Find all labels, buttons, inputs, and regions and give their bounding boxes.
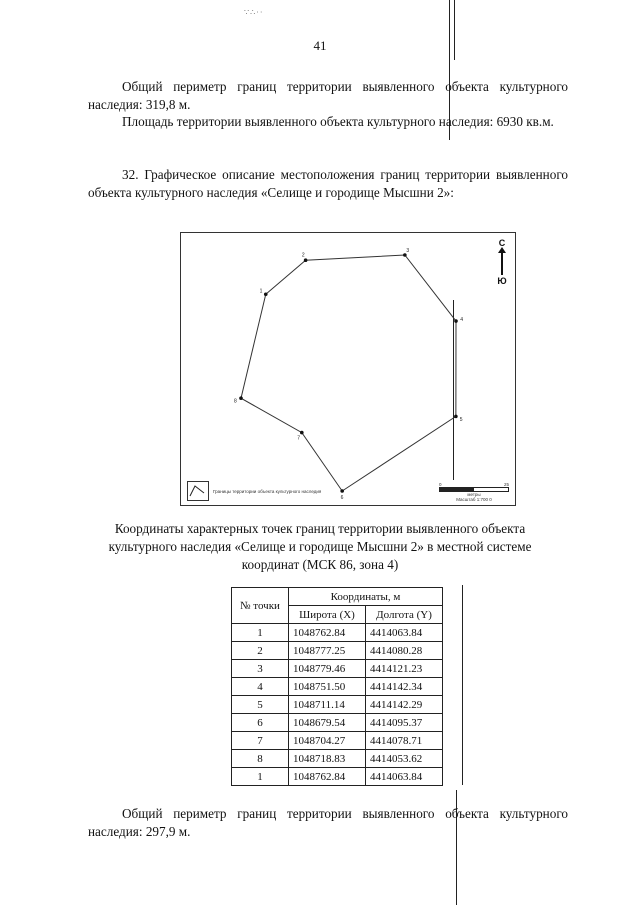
page-number: 41 — [313, 38, 327, 53]
longitude-cell: 4414121.23 — [366, 660, 443, 678]
header-longitude: Долгота (Y) — [366, 606, 443, 624]
latitude-cell: 1048751.50 — [289, 678, 366, 696]
boundary-point-marker — [454, 415, 458, 419]
point-number-cell: 8 — [232, 750, 289, 768]
legend-boundary-icon — [187, 481, 209, 501]
compass — [495, 238, 509, 286]
header-coordinates: Координаты, м — [289, 588, 443, 606]
table-row — [232, 624, 443, 642]
point-number-cell: 7 — [232, 732, 289, 750]
latitude-cell: 1048679.54 — [289, 714, 366, 732]
table-row — [232, 732, 443, 750]
boundary-point-marker — [340, 489, 344, 493]
header-latitude: Широта (X) — [289, 606, 366, 624]
coordinates-table — [231, 587, 443, 786]
latitude-cell: 1048711.14 — [289, 696, 366, 714]
boundary-point-label: 4 — [460, 317, 464, 324]
table-caption: Координаты характерных точек границ территории выявленного объекта культурного наследия «Селище и городище Мысшни 2» в местной системе координат (МСК 86, зона 4) — [108, 521, 532, 572]
point-number-cell: 6 — [232, 714, 289, 732]
boundary-point-marker — [300, 431, 304, 435]
boundary-point-marker — [239, 396, 243, 400]
map-legend — [187, 481, 321, 501]
area-paragraph: Площадь территории выявленного объекта культурного наследия: 6930 кв.м. — [122, 114, 554, 129]
latitude-cell: 1048777.25 — [289, 642, 366, 660]
latitude-cell: 1048779.46 — [289, 660, 366, 678]
boundary-map — [180, 232, 516, 506]
north-label: С — [498, 238, 506, 248]
scan-line — [462, 585, 463, 785]
latitude-cell: 1048762.84 — [289, 768, 366, 786]
longitude-cell: 4414080.28 — [366, 642, 443, 660]
perimeter-paragraph-1: Общий периметр границ территории выявленного объекта культурного наследия: 319,8 м. — [88, 79, 568, 112]
boundary-point-label: 5 — [459, 417, 463, 424]
point-number-cell: 1 — [232, 768, 289, 786]
boundary-point-marker — [264, 292, 268, 296]
latitude-cell: 1048718.83 — [289, 750, 366, 768]
table-row — [232, 678, 443, 696]
longitude-cell: 4414063.84 — [366, 768, 443, 786]
scale-unit: метры — [467, 492, 481, 497]
table-row — [232, 768, 443, 786]
boundary-point-marker — [454, 319, 458, 323]
table-row — [232, 642, 443, 660]
scale-tick: 0 — [439, 482, 442, 487]
header-point-number: № точки — [232, 588, 289, 624]
perimeter-paragraph-2: Общий периметр границ территории выявленного объекта культурного наследия: 297,9 м. — [88, 806, 568, 839]
north-arrow-icon — [501, 249, 503, 275]
table-row — [232, 714, 443, 732]
latitude-cell: 1048762.84 — [289, 624, 366, 642]
boundary-point-label: 6 — [340, 494, 344, 501]
boundary-point-label: 8 — [233, 398, 237, 405]
longitude-cell: 4414095.37 — [366, 714, 443, 732]
point-number-cell: 1 — [232, 624, 289, 642]
point-number-cell: 4 — [232, 678, 289, 696]
scan-artifact: ∵∴·· — [244, 8, 264, 17]
longitude-cell: 4414063.84 — [366, 624, 443, 642]
boundary-point-marker — [304, 258, 308, 262]
boundary-point-label: 7 — [297, 435, 301, 442]
table-row — [232, 660, 443, 678]
latitude-cell: 1048704.27 — [289, 732, 366, 750]
longitude-cell: 4414078.71 — [366, 732, 443, 750]
longitude-cell: 4414142.29 — [366, 696, 443, 714]
point-number-cell: 5 — [232, 696, 289, 714]
boundary-point-label: 1 — [259, 288, 263, 295]
point-number-cell: 2 — [232, 642, 289, 660]
scale-tick: 25 — [503, 482, 509, 487]
longitude-cell: 4414053.62 — [366, 750, 443, 768]
item-32-paragraph: 32. Графическое описание местоположения границ территории выявленного объекта культурного наследия «Селище и городище Мысшни 2»: — [88, 167, 568, 200]
boundary-line — [241, 252, 456, 491]
table-row — [232, 750, 443, 768]
table-row — [232, 696, 443, 714]
boundary-point-label: 3 — [406, 247, 410, 254]
legend-label: Границы территории объекта культурного наследия — [213, 488, 322, 494]
scale-text: Масштаб 1:700 0 — [456, 497, 492, 502]
point-number-cell: 3 — [232, 660, 289, 678]
south-label: Ю — [497, 276, 507, 286]
boundary-polygon-svg — [181, 233, 515, 505]
scale-bar — [439, 482, 509, 502]
boundary-point-label: 2 — [301, 252, 305, 259]
longitude-cell: 4414142.34 — [366, 678, 443, 696]
